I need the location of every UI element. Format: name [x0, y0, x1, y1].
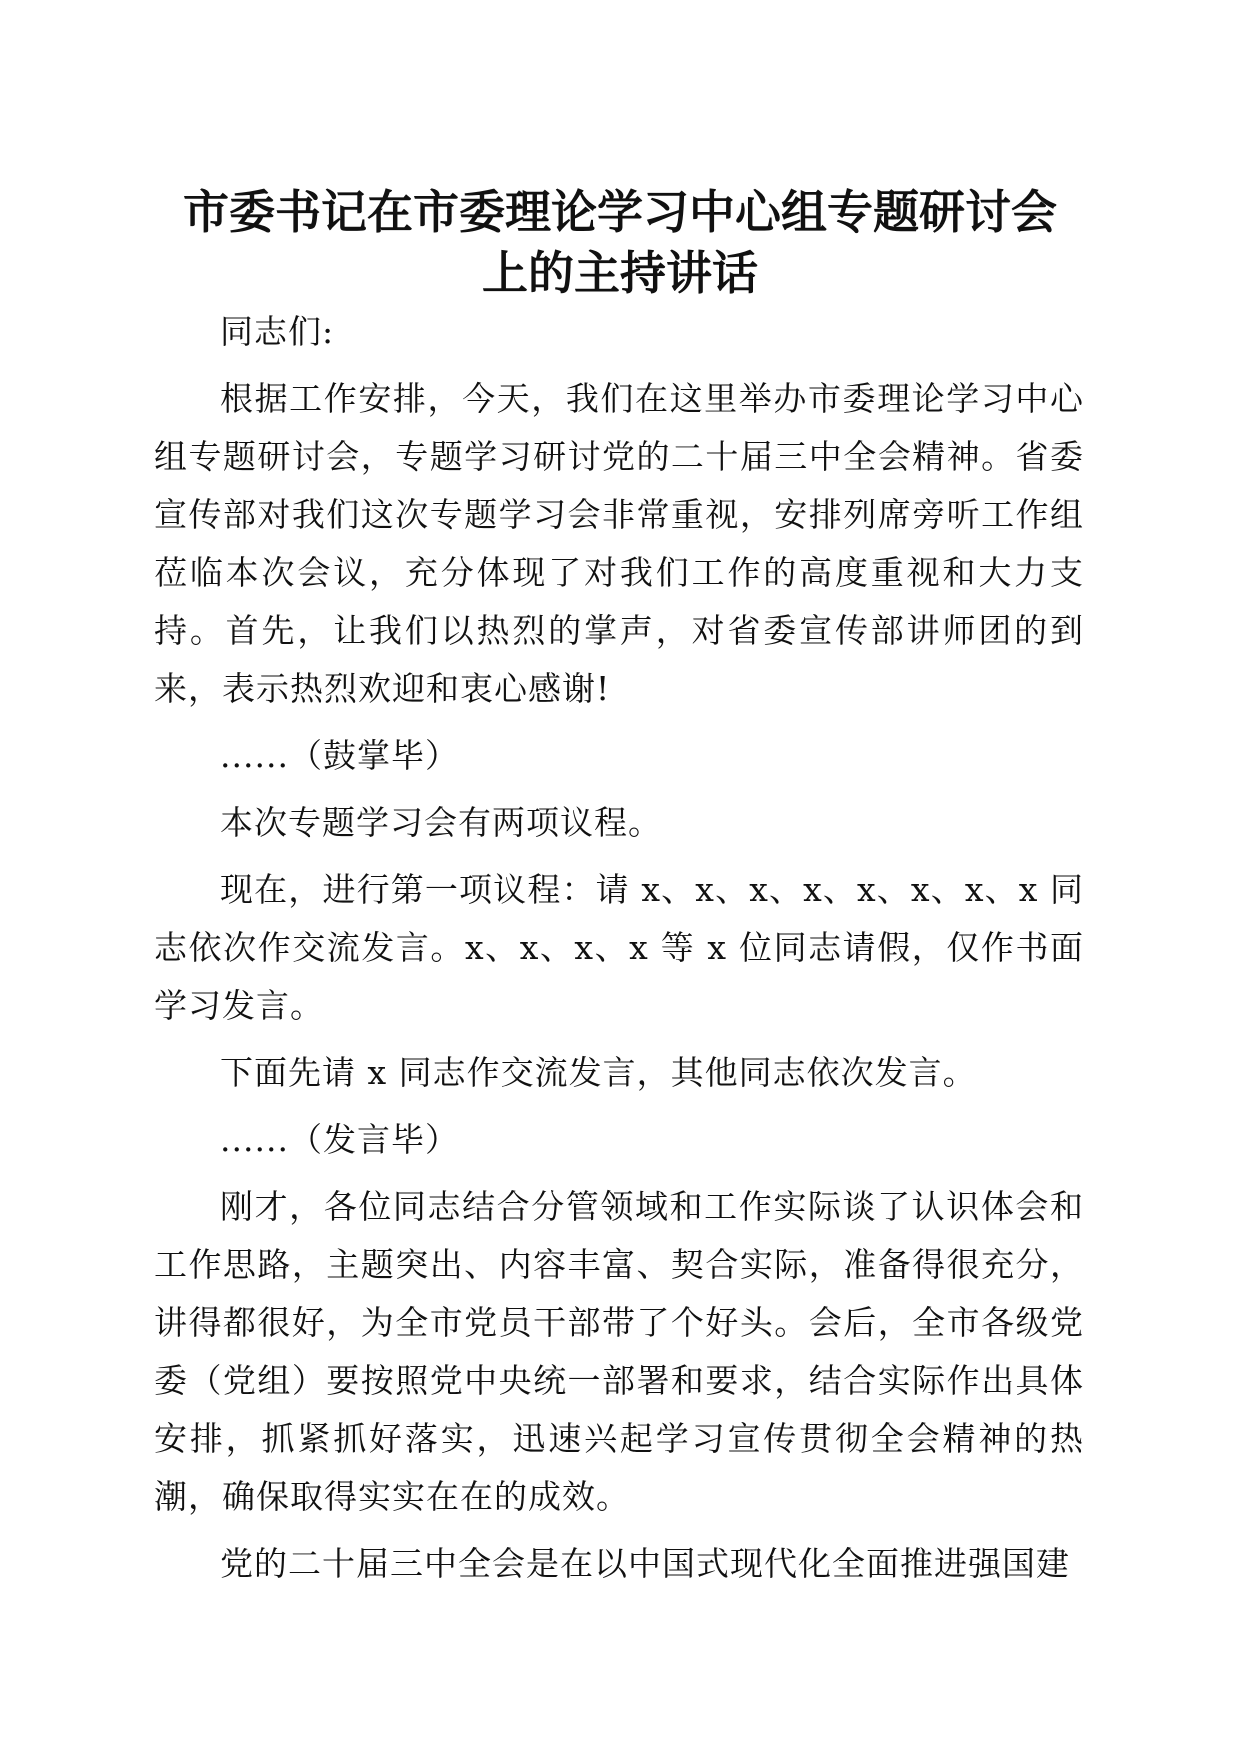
salutation: 同志们: — [220, 312, 335, 351]
paragraph-speech-end-note: ......（发言毕） — [220, 1120, 459, 1159]
paragraph-applause-note: ......（鼓掌毕） — [220, 736, 459, 775]
paragraph-speaking-order: 下面先请 x 同志作交流发言，其他同志依次发言。 — [220, 1053, 977, 1092]
paragraph-plenum-intro: 党的二十届三中全会是在以中国式现代化全面推进强国建 — [220, 1544, 1070, 1583]
document-title-line-2: 上的主持讲话 — [482, 246, 758, 300]
paragraph-agenda-item-1: 现在，进行第一项议程：请 x、x、x、x、x、x、x、x 同志依次作交流发言。x、x、x、x 等 x 位同志请假，仅作书面学习发言。 — [154, 870, 1084, 1025]
document-body — [154, 303, 1084, 1602]
paragraph-agenda-intro: 本次专题学习会有两项议程。 — [220, 803, 662, 842]
paragraph-summary: 刚才，各位同志结合分管领域和工作实际谈了认识体会和工作思路，主题突出、内容丰富、契合实际，准备得很充分，讲得都很好，为全市党员干部带了个好头。会后，全市各级党委（党组）要按照党中央统一部署和要求，结合实际作出具体安排，抓紧抓好落实，迅速兴起学习宣传贯彻全会精神的热潮，确保取得实实在在的成效。 — [154, 1187, 1084, 1516]
paragraph-opening: 根据工作安排，今天，我们在这里举办市委理论学习中心组专题研讨会，专题学习研讨党的二十届三中全会精神。省委宣传部对我们这次专题学习会非常重视，安排列席旁听工作组莅临本次会议，充分体现了对我们工作的高度重视和大力支持。首先，让我们以热烈的掌声，对省委宣传部讲师团的到来，表示热烈欢迎和衷心感谢! — [154, 379, 1084, 708]
document-title-line-1: 市委书记在市委理论学习中心组专题研讨会 — [183, 185, 1057, 239]
